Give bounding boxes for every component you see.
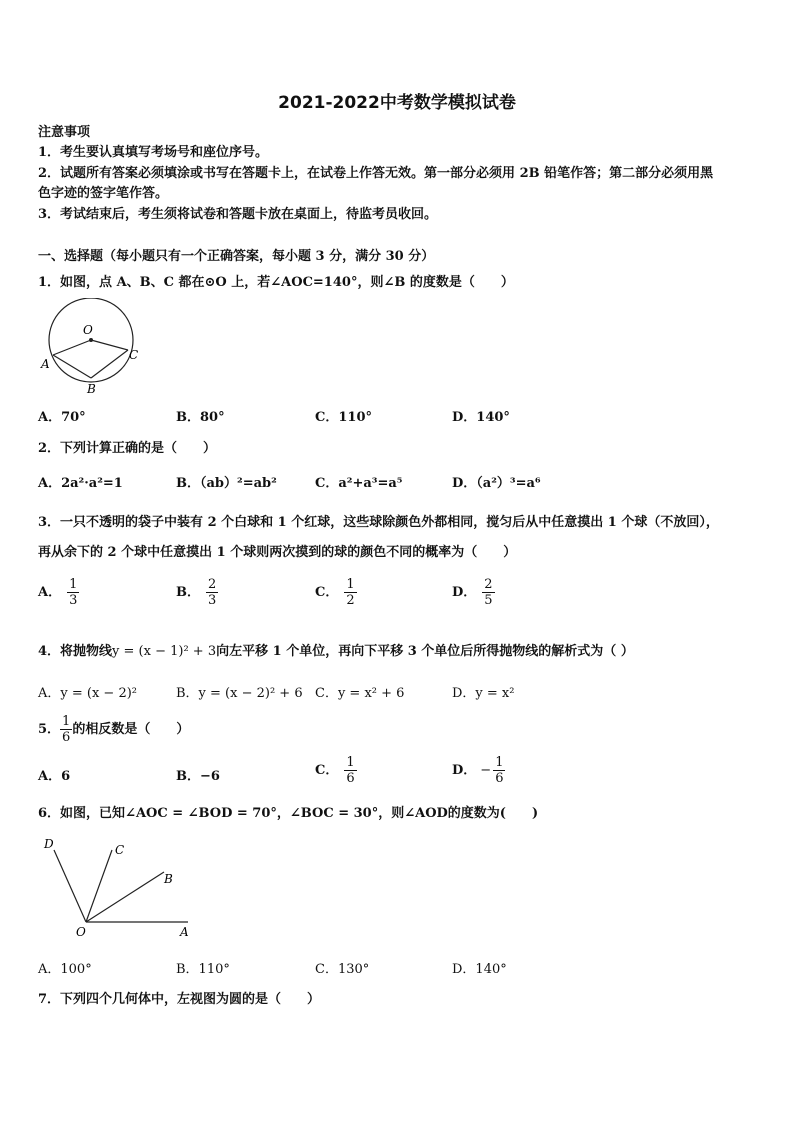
- fraction-numerator: 2: [484, 577, 493, 592]
- q3-stem-line2: 再从余下的 2 个球中任意摸出 1 个球则两次摸到的球的颜色不同的概率为（ ）: [38, 545, 517, 560]
- q4-stem-expression: y = (x − 1)² + 3: [112, 644, 217, 659]
- q5-option-d-label: D．: [452, 763, 477, 778]
- fraction-denominator: 3: [208, 593, 217, 608]
- q2-option-b: B．（ab）²=ab²: [176, 476, 277, 491]
- fraction-denominator: 6: [62, 730, 71, 745]
- notice-item-3: 3．考试结束后，考生须将试卷和答题卡放在桌面上，待监考员收回。: [38, 207, 438, 222]
- q6-label-d: D: [44, 837, 54, 851]
- fraction-numerator: 1: [62, 714, 71, 729]
- q6-angle-figure: [36, 834, 196, 942]
- q3-option-b-fraction: [206, 577, 218, 608]
- q3-stem-line1: 3．一只不透明的袋子中装有 2 个白球和 1 个红球，这些球除颜色外都相同，搅匀后从中任意摸出 1 个球（不放回），: [38, 515, 719, 530]
- fraction-denominator: 6: [346, 771, 355, 786]
- q6-option-a: A．100°: [38, 962, 92, 977]
- q5-option-a: A．6: [38, 769, 71, 784]
- q5-option-d-fraction: [493, 755, 505, 786]
- q2-option-d: D．（a²）³=a⁶: [452, 476, 541, 491]
- q1-label-b: B: [87, 382, 96, 396]
- q3-option-c: [315, 577, 357, 608]
- q4-option-c: C．y = x² + 6: [315, 686, 405, 701]
- notice-item-2: 2．试题所有答案必须填涂或书写在答题卡上，在试卷上作答无效。第一部分必须用 2B 铅笔作答；第二部分必须用黑: [38, 166, 714, 181]
- section-heading: 一、选择题（每小题只有一个正确答案，每小题 3 分，满分 30 分）: [38, 249, 435, 264]
- q4-stem-prefix: 4．将抛物线: [38, 644, 113, 659]
- q6-label-c: C: [115, 843, 125, 857]
- q7-stem: 7．下列四个几何体中，左视图为圆的是（ ）: [38, 992, 321, 1007]
- fraction-numerator: 1: [346, 755, 355, 770]
- q6-option-b: B．110°: [176, 962, 230, 977]
- q1-option-c: C．110°: [315, 410, 372, 425]
- notice-item-1: 1．考生要认真填写考场号和座位序号。: [38, 145, 269, 160]
- fraction-denominator: 3: [69, 593, 78, 608]
- q5-option-c: [315, 755, 357, 786]
- q1-label-a: A: [41, 357, 50, 371]
- q5-stem-suffix: 的相反数是（ ）: [72, 722, 190, 737]
- q6-option-d: D．140°: [452, 962, 507, 977]
- fraction-denominator: 6: [495, 771, 504, 786]
- q2-option-a: A．2a²·a²=1: [38, 476, 123, 491]
- q4-option-b: B．y = (x − 2)² + 6: [176, 686, 303, 701]
- q5-option-d-minus: −: [480, 763, 492, 778]
- q1-stem: 1．如图，点 A、B、C 都在⊙O 上，若∠AOC=140°，则∠B 的度数是（ ）: [38, 275, 514, 290]
- notice-heading: 注意事项: [38, 125, 91, 140]
- q6-label-a: A: [180, 925, 189, 939]
- q5-option-c-fraction: [344, 755, 356, 786]
- fraction-denominator: 2: [346, 593, 355, 608]
- q1-option-d: D．140°: [452, 410, 510, 425]
- q1-option-a: A．70°: [38, 410, 86, 425]
- fraction-denominator: 5: [484, 593, 493, 608]
- fraction-numerator: 1: [69, 577, 78, 592]
- q4-stem: [38, 640, 634, 659]
- page-title: 2021-2022中考数学模拟试卷: [278, 93, 516, 113]
- q3-option-b: [176, 577, 218, 608]
- q6-option-c: C．130°: [315, 962, 370, 977]
- q6-stem: 6．如图，已知∠AOC = ∠BOD = 70°，∠BOC = 30°，则∠AOD的度数为( ): [38, 806, 539, 821]
- q6-label-o: O: [76, 925, 86, 939]
- q4-option-a: A．y = (x − 2)²: [38, 686, 138, 701]
- q4-stem-suffix: 向左平移 1 个单位，再向下平移 3 个单位后所得抛物线的解析式为（ ）: [216, 644, 634, 659]
- q5-option-b: B．−6: [176, 769, 220, 784]
- q4-option-d: D．y = x²: [452, 686, 515, 701]
- q3-option-c-fraction: [344, 577, 356, 608]
- q2-stem: 2．下列计算正确的是（ ）: [38, 441, 217, 456]
- q3-option-d-fraction: [482, 577, 494, 608]
- q3-option-b-label: B．: [176, 585, 200, 600]
- q5-option-d: [452, 755, 505, 786]
- q3-option-a: [38, 577, 79, 608]
- q1-label-o: O: [83, 323, 93, 337]
- q5-fraction: [60, 714, 72, 745]
- q5-stem: [38, 714, 189, 745]
- q1-option-b: B．80°: [176, 410, 225, 425]
- fraction-numerator: 2: [208, 577, 217, 592]
- q3-option-c-label: C．: [315, 585, 339, 600]
- q6-label-b: B: [164, 872, 173, 886]
- fraction-numerator: 1: [346, 577, 355, 592]
- notice-item-2-cont: 色字迹的签字笔作答。: [38, 186, 169, 201]
- q5-option-c-label: C．: [315, 763, 339, 778]
- q5-number: 5．: [38, 722, 61, 737]
- q1-circle-figure: [36, 298, 146, 398]
- q2-option-c: C．a²+a³=a⁵: [315, 476, 403, 491]
- q3-option-d: [452, 577, 495, 608]
- fraction-numerator: 1: [495, 755, 504, 770]
- q3-option-a-fraction: [67, 577, 79, 608]
- q1-label-c: C: [129, 348, 139, 362]
- q3-option-d-label: D．: [452, 585, 477, 600]
- q3-option-a-label: A．: [38, 585, 62, 600]
